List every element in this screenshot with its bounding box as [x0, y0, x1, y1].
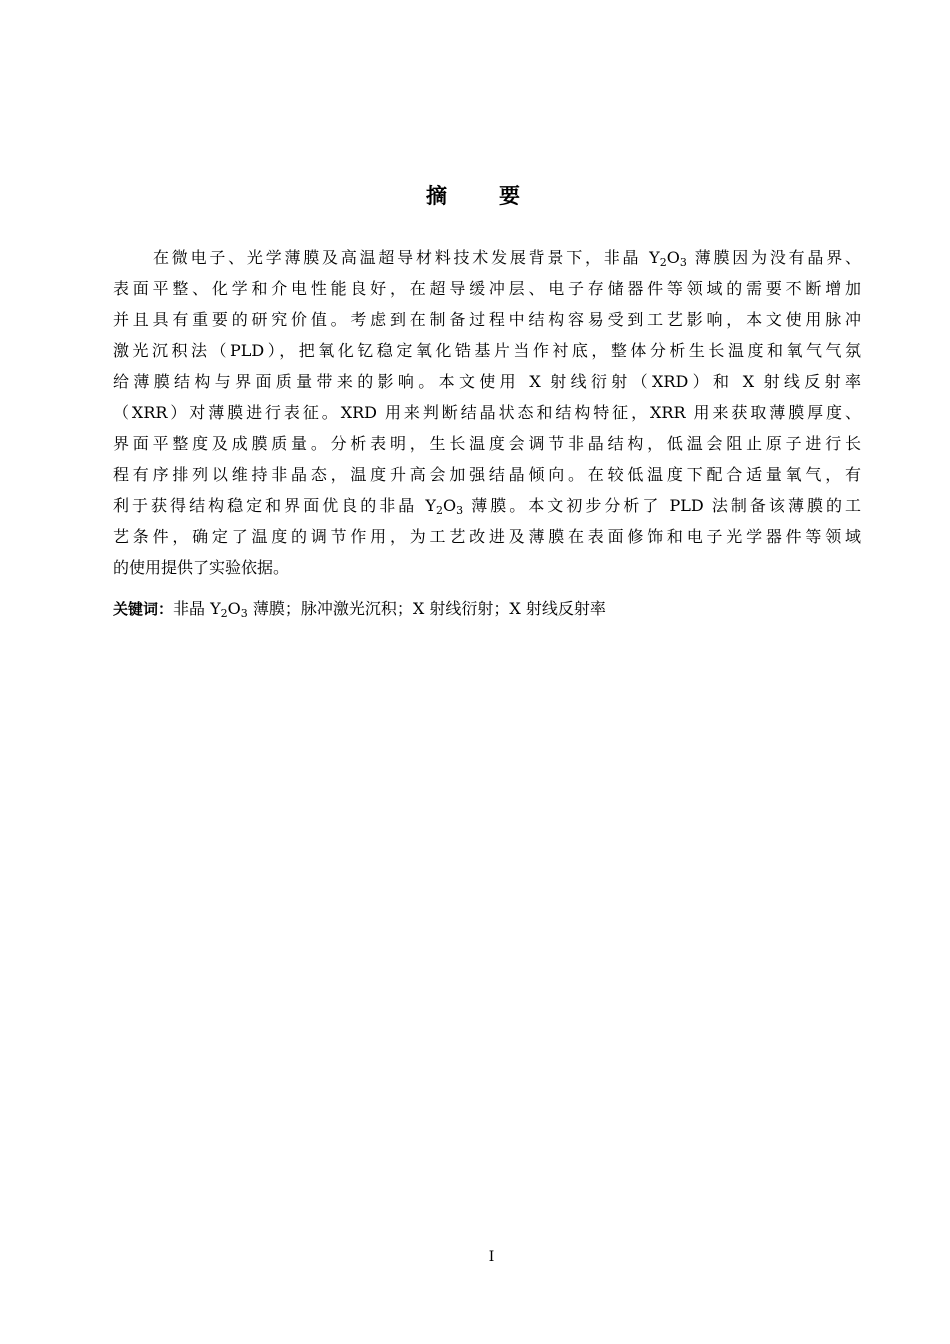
abstract-line-4: 激光沉积法（PLD），把氧化钇稳定氧化锆基片当作衬底，整体分析生长温度和氧气气氛	[113, 341, 861, 360]
keywords-line: 关键词：非晶 $Y_2O_3$ 薄膜；脉冲激光沉积；X 射线衍射；X 射线反射率	[113, 599, 606, 620]
abstract-line-8: 程有序排列以维持非晶态，温度升高会加强结晶倾向。在较低温度下配合适量氧气，有	[113, 465, 861, 484]
page-title	[0, 180, 950, 210]
abstract-line-6: （XRR）对薄膜进行表征。XRD 用来判断结晶状态和结构特征，XRR 用来获取薄膜厚度、	[113, 403, 861, 422]
keywords-text-after: 薄膜；脉冲激光沉积；X 射线衍射；X 射线反射率	[247, 599, 606, 618]
abstract-line-1: 在微电子、光学薄膜及高温超导材料技术发展背景下，非晶 $Y_2O_3$ 薄膜因为没有晶界、	[153, 248, 861, 269]
abstract-line-3: 并且具有重要的研究价值。考虑到在制备过程中结构容易受到工艺影响，本文使用脉冲	[113, 310, 861, 329]
keywords-label: 关键词：	[113, 600, 174, 618]
abstract-body	[113, 242, 861, 583]
abstract-line-2: 表面平整、化学和介电性能良好，在超导缓冲层、电子存储器件等领域的需要不断增加	[113, 279, 861, 298]
title-char-2: 要	[499, 184, 524, 208]
abstract-line-11: 的使用提供了实验依据。	[113, 558, 290, 577]
keywords-text-before: 非晶 Y	[173, 599, 221, 618]
abstract-line-10: 艺条件，确定了温度的调节作用，为工艺改进及薄膜在表面修饰和电子光学器件等领域	[113, 527, 861, 546]
page-number: I	[488, 1249, 495, 1265]
abstract-line-9: 利于获得结构稳定和界面优良的非晶 $Y_2O_3$ 薄膜。本文初步分析了 PLD 法制备该薄膜的工	[113, 496, 861, 517]
abstract-line-5: 给薄膜结构与界面质量带来的影响。本文使用 X 射线衍射（XRD）和 X 射线反射率	[113, 372, 861, 391]
abstract-line-7: 界面平整度及成膜质量。分析表明，生长温度会调节非晶结构，低温会阻止原子进行长	[113, 434, 861, 453]
title-char-1: 摘	[426, 184, 451, 208]
